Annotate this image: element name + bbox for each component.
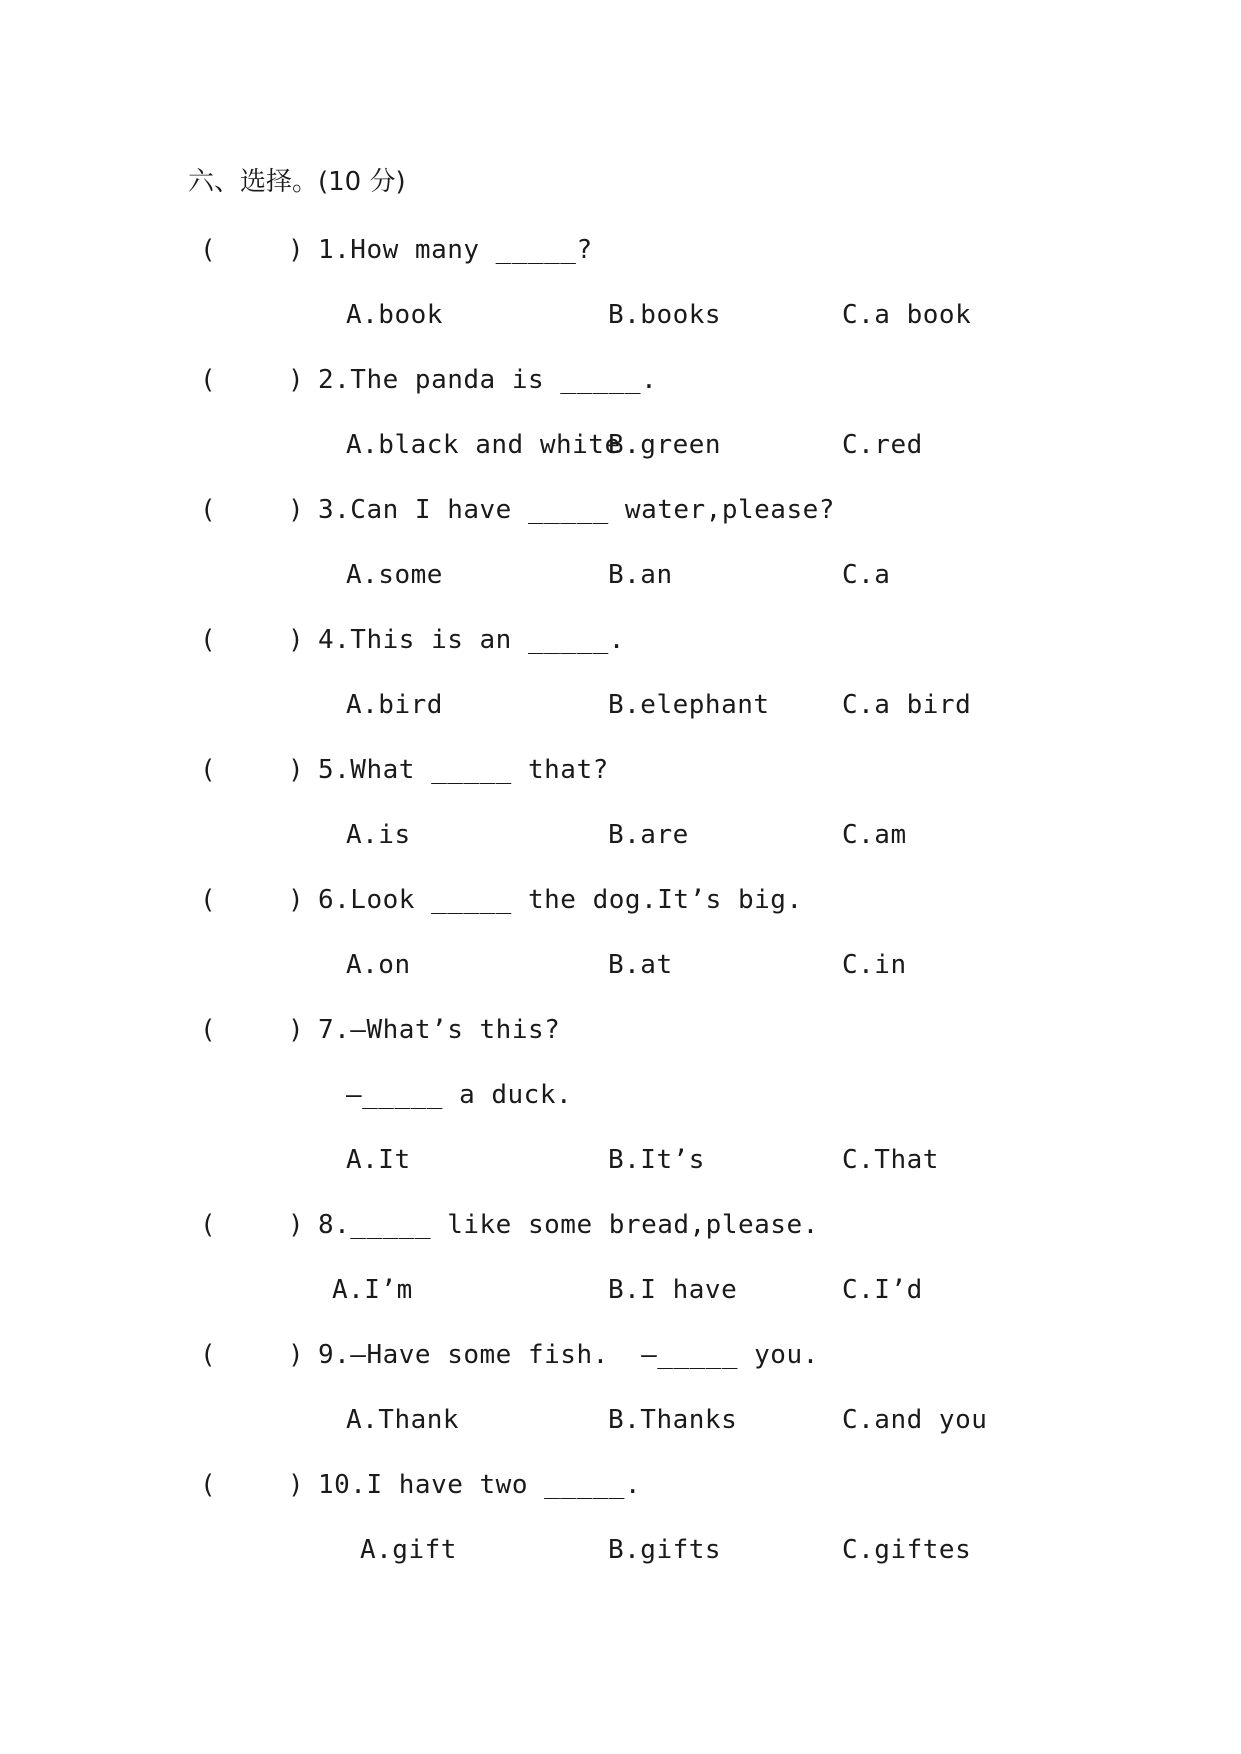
answer-paren-close: ) (288, 1340, 304, 1370)
option-c: C.red (842, 430, 923, 460)
option-a: A.Thank (346, 1405, 460, 1435)
question-stem: 3.Can I have _____ water,please? (318, 495, 835, 525)
answer-paren-close: ) (288, 495, 304, 525)
answer-paren-close: ) (288, 1015, 304, 1045)
answer-paren-close: ) (288, 235, 304, 265)
answer-paren-close: ) (288, 1470, 304, 1500)
question-stem: 1.How many _____? (318, 235, 593, 265)
option-b: B.books (608, 300, 722, 330)
answer-paren-open: ( (200, 625, 216, 655)
option-a: A.black and white (346, 430, 621, 460)
option-c: C.That (842, 1145, 939, 1175)
option-c: C.a (842, 560, 891, 590)
option-c: C.and you (842, 1405, 988, 1435)
option-c: C.I’d (842, 1275, 923, 1305)
option-c: C.giftes (842, 1535, 972, 1565)
option-a: A.gift (360, 1535, 457, 1565)
option-b: B.I have (608, 1275, 738, 1305)
question-stem: 10.I have two _____. (318, 1470, 642, 1500)
answer-paren-open: ( (200, 755, 216, 785)
answer-paren-open: ( (200, 235, 216, 265)
question-stem: 9.—Have some fish. —_____ you. (318, 1340, 819, 1370)
answer-paren-close: ) (288, 625, 304, 655)
option-a: A.It (346, 1145, 411, 1175)
question-stem: 7.—What’s this? (318, 1015, 561, 1045)
section-heading: 六、选择。(10 分) (188, 167, 406, 197)
answer-paren-close: ) (288, 885, 304, 915)
answer-paren-open: ( (200, 365, 216, 395)
question-stem: 5.What _____ that? (318, 755, 609, 785)
option-c: C.a book (842, 300, 972, 330)
option-b: B.green (608, 430, 722, 460)
question-stem: 2.The panda is _____. (318, 365, 658, 395)
question-stem-reply: —_____ a duck. (346, 1080, 573, 1110)
question-stem: 6.Look _____ the dog.It’s big. (318, 885, 803, 915)
answer-paren-open: ( (200, 1470, 216, 1500)
option-a: A.bird (346, 690, 443, 720)
answer-paren-close: ) (288, 1210, 304, 1240)
answer-paren-open: ( (200, 885, 216, 915)
answer-paren-open: ( (200, 1210, 216, 1240)
answer-paren-open: ( (200, 1340, 216, 1370)
question-stem: 8._____ like some bread,please. (318, 1210, 819, 1240)
option-a: A.is (346, 820, 411, 850)
option-a: A.some (346, 560, 443, 590)
question-stem: 4.This is an _____. (318, 625, 625, 655)
option-a: A.book (346, 300, 443, 330)
option-a: A.I’m (332, 1275, 413, 1305)
answer-paren-open: ( (200, 495, 216, 525)
option-c: C.a bird (842, 690, 972, 720)
option-b: B.an (608, 560, 673, 590)
answer-paren-close: ) (288, 755, 304, 785)
option-a: A.on (346, 950, 411, 980)
option-c: C.am (842, 820, 907, 850)
option-b: B.at (608, 950, 673, 980)
option-b: B.elephant (608, 690, 770, 720)
answer-paren-close: ) (288, 365, 304, 395)
option-b: B.gifts (608, 1535, 722, 1565)
option-b: B.Thanks (608, 1405, 738, 1435)
option-c: C.in (842, 950, 907, 980)
answer-paren-open: ( (200, 1015, 216, 1045)
option-b: B.It’s (608, 1145, 705, 1175)
option-b: B.are (608, 820, 689, 850)
